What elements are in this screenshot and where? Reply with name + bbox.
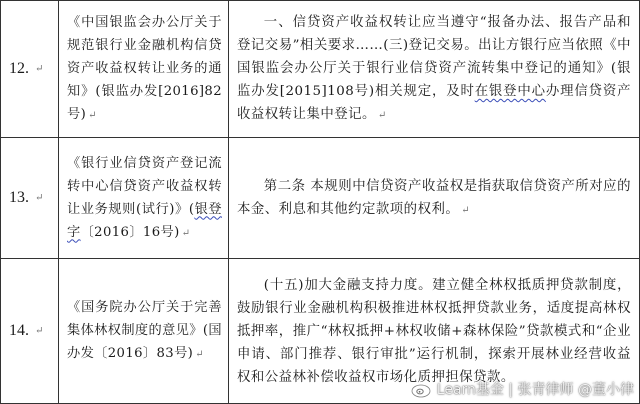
regulation-title-cell	[59, 138, 229, 259]
spellcheck-underline: 银登字	[67, 201, 222, 240]
regulation-title-cell	[59, 1, 229, 138]
regulation-content-cell	[229, 138, 640, 259]
row-number: 13.	[9, 189, 29, 206]
regulation-title-cell	[59, 259, 229, 404]
row-number: 14.	[9, 322, 29, 339]
regulation-content: (十五)加大金融支持力度。建立健全林权抵质押贷款制度，鼓励银行业金融机构积极推进林权抵押贷款业务，适度提高林权抵押率，推广“林权抵押+林权收储+森林保险”贷款模式和“企业申请、部门推荐、银行审批”运行机制，探索开展林业经营收益权和公益林补偿收益权市场化质押担保贷款。	[237, 277, 631, 385]
paragraph-mark: ↵	[88, 110, 97, 121]
paragraph-mark: ↵	[35, 325, 44, 337]
regulation-title: 《银行业信贷资产登记流转中心信贷资产收益权转让业务规则(试行)》(银登字〔2016〕16号) ↵	[67, 155, 222, 240]
row-number-cell	[1, 259, 59, 404]
weibo-icon	[411, 380, 433, 398]
regulation-title: 《国务院办公厅关于完善集体林权制度的意见》(国办发〔2016〕83号) ↵	[67, 300, 223, 361]
watermark-text: Learn基金 | 张青律师 @董小律	[436, 382, 634, 398]
paragraph-mark: ↵	[35, 63, 44, 75]
regulation-content: 一、信贷资产收益权转让应当遵守“报备办法、报告产品和登记交易”相关要求……(三)登记交易。出让方银行应当依照《中国银监会办公厅关于银行业信贷资产流转集中登记的通知》(银监办发[2015]108号)相关规定，及时在银登中心办理信贷资产收益权转让集中登记。 ↵	[237, 15, 632, 122]
row-number-cell	[1, 138, 59, 259]
watermark	[411, 379, 634, 399]
table-row	[1, 1, 640, 138]
spellcheck-underline: 在银登中心	[474, 84, 546, 99]
row-number-cell	[1, 1, 59, 138]
row-number: 12.	[9, 60, 29, 77]
regulation-title: 《中国银监会办公厅关于规范银行业金融机构信贷资产收益权转让业务的通知》(银监办发[2016]82号) ↵	[67, 15, 222, 122]
paragraph-mark: ↵	[35, 192, 44, 204]
regulation-content: 第二条 本规则中信贷资产收益权是指获取信贷资产所对应的本金、利息和其他约定款项的权利。 ↵	[237, 178, 631, 217]
paragraph-mark: ↵	[181, 227, 191, 239]
paragraph-mark: ↵	[461, 204, 471, 216]
paragraph-mark: ↵	[377, 110, 387, 121]
table-row	[1, 138, 640, 259]
regulation-content-cell	[229, 1, 640, 138]
paragraph-mark: ↵	[195, 349, 205, 360]
